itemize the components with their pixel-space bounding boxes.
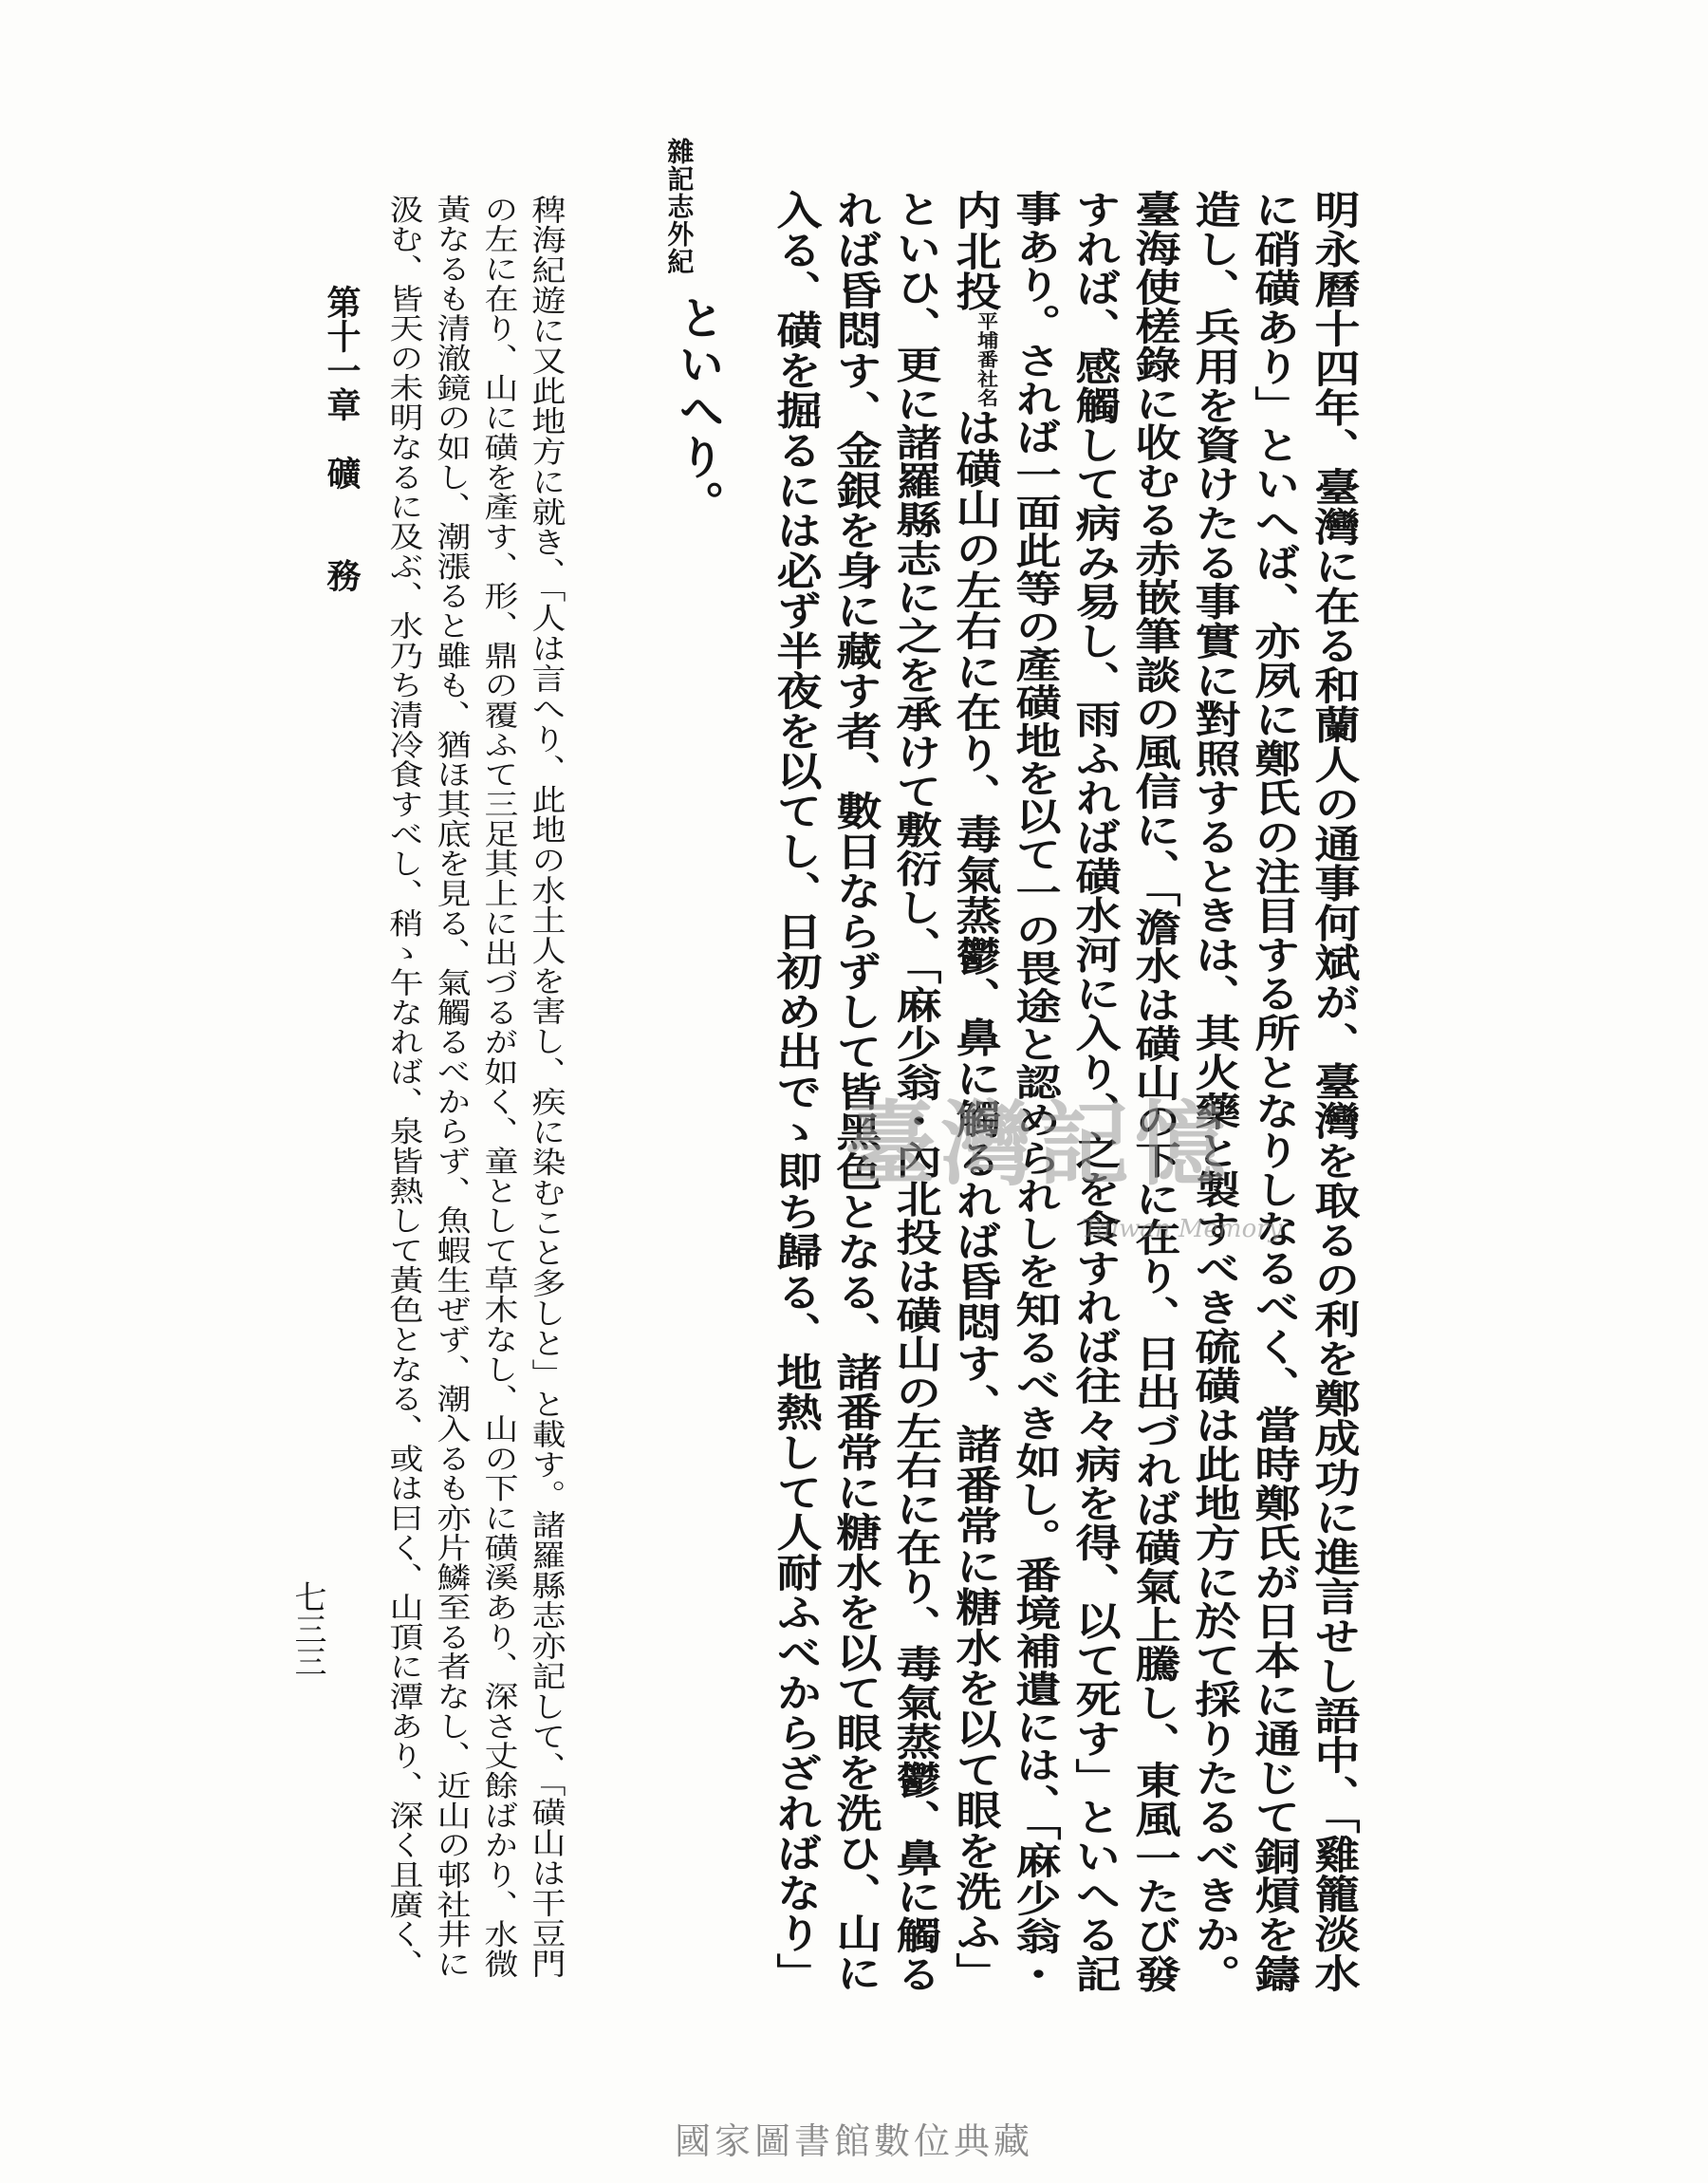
main-column: 事あり。されば一面此等の產磺地を以て一の畏途と認められしを知るべき如し。番境補遺には、「麻少翁・ [1008,190,1061,1993]
main-column: 雜記志外紀 といへり。 [663,138,724,527]
watermark-english: Taiwan Memory [1082,1215,1283,1243]
inline-note: 平埔番社名 [974,311,999,408]
main-column: といひ、更に諸羅縣志に之を承けて敷衍し、「麻少翁・內北投は磺山の左右に在り、毒氣蒸鬱、鼻に觸る [888,190,941,1993]
sub-column: 黃なるも清澈鏡の如し、潮漲ると雖も、猶ほ其底を見る、氣觸るべからず、魚蝦生ぜず、潮入るも亦片鱗至る者なし、近山の邨社井に [432,195,471,1979]
page-number: 七三三 [288,1580,326,1677]
running-head: 第十一章 礦 務 [322,285,362,592]
watermark [845,1073,1283,1253]
main-column: 明永曆十四年、臺灣に在る和蘭人の通事何斌が、臺灣を取るの利を鄭成功に進言せし語中、「雞籠淡水 [1307,190,1360,1993]
source-note: 雜記志外紀 [663,138,696,275]
main-column: 内北投平埔番社名は磺山の左右に在り、毒氣蒸鬱、鼻に觸るれば昏悶す、諸番常に糖水を以て眼を洗ふ」 [948,190,1001,1993]
main-column: に硝磺あり」といへば、亦夙に鄭氏の注目する所となりしなるべく、當時鄭氏が日本に通じて銅熕を鑄 [1247,190,1300,1993]
main-column: 入る、磺を掘るには必ず半夜を以てし、日初め出でゝ即ち歸る、地熱して人耐ふべからざればなり」 [769,190,822,1993]
main-column: すれば、感觸して病み易し、雨ふれば磺水河に入り、之を食すれば往々病を得、以て死す」といへる記 [1068,190,1121,1993]
sub-column: の左に在り、山に磺を產す、形、鼎の覆ふて三足其上に出づるが如く、童として草木なし、山の下に磺溪あり、深さ丈餘ばかり、水微 [479,195,518,1979]
main-column: 臺海使槎錄に收むる赤嵌筆談の風信に、「澹水は磺山の下に在り、日出づれば磺氣上騰し、東風一たび發 [1127,190,1180,1993]
watermark-chinese: 臺灣記憶 [845,1091,1232,1198]
sub-column: 稗海紀遊に又此地方に就き、「人は言へり、此地の水土人を害し、疾に染むこと多しと」と載す。諸羅縣志亦記して、「磺山は干豆門 [527,195,566,1979]
sub-column: 汲む、皆天の未明なるに及ぶ、水乃ち清冷食すべし、稍ゝ午なれば、泉皆熱して黃色となる、或は曰く、山頂に潭あり、深く且廣く、 [384,195,423,1979]
main-column: れば昏悶す、金銀を身に藏す者、數日ならずして皆黑色となる、諸番常に糖水を以て眼を洗ひ、山に [828,190,882,1993]
footer-credit: 國家圖書館數位典藏 [674,2120,1033,2162]
main-column: 造し、兵用を資けたる事實に對照するときは、其火藥と製すべき硫磺は此地方に於て採りたるべきか。 [1187,190,1240,1993]
